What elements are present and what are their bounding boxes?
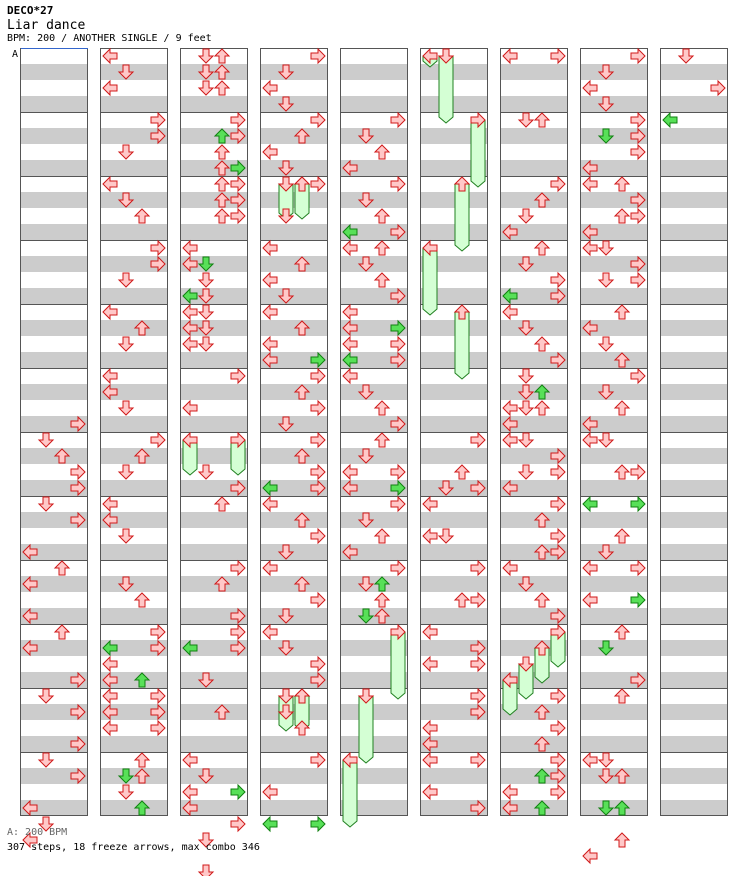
beat-stripe <box>500 160 568 176</box>
beat-stripe <box>580 64 648 80</box>
beat-stripe <box>20 192 88 208</box>
bpm-note: A: 200 BPM <box>7 827 68 838</box>
beat-stripe <box>420 608 488 624</box>
beat-stripe <box>100 320 168 336</box>
beat-stripe <box>420 512 488 528</box>
beat-stripe <box>340 576 408 592</box>
beat-stripe <box>340 512 408 528</box>
beat-stripe <box>260 640 328 656</box>
beat-stripe <box>100 768 168 784</box>
beat-stripe <box>20 256 88 272</box>
beat-stripe <box>420 384 488 400</box>
beat-stripe <box>100 352 168 368</box>
beat-stripe <box>500 192 568 208</box>
beat-stripe <box>420 576 488 592</box>
beat-stripe <box>420 544 488 560</box>
beat-stripe <box>20 352 88 368</box>
beat-stripe <box>660 736 728 752</box>
left-arrow-icon <box>583 849 597 863</box>
beat-stripe <box>100 480 168 496</box>
beat-stripe <box>260 416 328 432</box>
beat-stripe <box>500 576 568 592</box>
beat-stripe <box>100 608 168 624</box>
down-arrow-icon <box>199 865 213 876</box>
beat-stripe <box>260 160 328 176</box>
beat-stripe <box>660 512 728 528</box>
beat-stripe <box>500 128 568 144</box>
chart-info: BPM: 200 / ANOTHER SINGLE / 9 feet <box>7 33 212 44</box>
beat-stripe <box>580 480 648 496</box>
beat-stripe <box>580 736 648 752</box>
beat-stripe <box>260 384 328 400</box>
freeze-arrow-right <box>551 625 565 667</box>
beat-stripe <box>260 608 328 624</box>
song-title: Liar dance <box>7 18 86 33</box>
beat-stripe <box>180 672 248 688</box>
beat-stripe <box>660 128 728 144</box>
beat-stripe <box>660 224 728 240</box>
beat-stripe <box>260 224 328 240</box>
beat-stripe <box>180 352 248 368</box>
beat-stripe <box>180 96 248 112</box>
beat-stripe <box>100 416 168 432</box>
beat-stripe <box>180 512 248 528</box>
beat-stripe <box>340 96 408 112</box>
beat-stripe <box>660 640 728 656</box>
beat-stripe <box>340 736 408 752</box>
left-arrow-icon <box>263 817 277 831</box>
beat-stripe <box>100 64 168 80</box>
freeze-arrow-up <box>455 305 469 379</box>
beat-stripe <box>20 224 88 240</box>
beat-stripe <box>660 448 728 464</box>
beat-stripe <box>180 736 248 752</box>
beat-stripe <box>580 640 648 656</box>
beat-stripe <box>580 576 648 592</box>
beat-stripe <box>660 384 728 400</box>
beat-stripe <box>340 192 408 208</box>
beat-stripe <box>180 64 248 80</box>
beat-stripe <box>660 576 728 592</box>
beat-stripe <box>340 384 408 400</box>
beat-stripe <box>420 224 488 240</box>
right-arrow-icon <box>311 817 325 831</box>
beat-stripe <box>260 576 328 592</box>
freeze-arrow-up <box>455 177 469 251</box>
beat-stripe <box>500 384 568 400</box>
beat-stripe <box>500 256 568 272</box>
beat-stripe <box>180 416 248 432</box>
beat-stripe <box>180 576 248 592</box>
chart-stats: 307 steps, 18 freeze arrows, max combo 346 <box>7 842 260 853</box>
beat-stripe <box>260 704 328 720</box>
beat-stripe <box>500 320 568 336</box>
beat-stripe <box>580 512 648 528</box>
beat-stripe <box>260 256 328 272</box>
beat-stripe <box>260 736 328 752</box>
beat-stripe <box>180 544 248 560</box>
beat-stripe <box>580 96 648 112</box>
beat-stripe <box>660 608 728 624</box>
beat-stripe <box>420 448 488 464</box>
beat-stripe <box>20 320 88 336</box>
beat-stripe <box>420 416 488 432</box>
up-arrow-icon <box>615 833 629 847</box>
beat-stripe <box>260 512 328 528</box>
freeze-arrow-down <box>359 689 373 763</box>
beat-stripe <box>100 224 168 240</box>
chart-column-1 <box>20 48 88 816</box>
freeze-arrow-right <box>391 625 405 699</box>
beat-stripe <box>660 768 728 784</box>
beat-stripe <box>580 384 648 400</box>
beat-stripe <box>660 544 728 560</box>
beat-stripe <box>500 736 568 752</box>
beat-stripe <box>660 96 728 112</box>
beat-stripe <box>20 160 88 176</box>
freeze-arrow-down <box>439 49 453 123</box>
beat-stripe <box>260 544 328 560</box>
beat-stripe <box>660 64 728 80</box>
beat-stripe <box>580 608 648 624</box>
beat-stripe <box>420 352 488 368</box>
beat-stripe <box>660 704 728 720</box>
beat-stripe <box>100 448 168 464</box>
beat-stripe <box>660 288 728 304</box>
freeze-arrow-left <box>183 433 197 475</box>
beat-stripe <box>260 128 328 144</box>
beat-stripe <box>580 448 648 464</box>
beat-stripe <box>260 288 328 304</box>
chart-column-9 <box>660 48 728 816</box>
beat-stripe <box>260 448 328 464</box>
beat-stripe <box>500 512 568 528</box>
beat-stripe <box>180 224 248 240</box>
beat-stripe <box>20 288 88 304</box>
beat-stripe <box>660 416 728 432</box>
bpm-marker-label: A <box>12 49 19 60</box>
beat-stripe <box>260 768 328 784</box>
freeze-arrow-right <box>231 433 245 475</box>
beat-stripe <box>660 352 728 368</box>
beat-stripe <box>660 192 728 208</box>
freeze-arrow-left <box>423 241 437 315</box>
beat-stripe <box>580 288 648 304</box>
beat-stripe <box>20 96 88 112</box>
beat-stripe <box>660 672 728 688</box>
beat-stripe <box>100 96 168 112</box>
beat-stripe <box>580 768 648 784</box>
beat-stripe <box>420 192 488 208</box>
freeze-arrow-left <box>503 673 517 715</box>
beat-stripe <box>100 544 168 560</box>
beat-stripe <box>420 672 488 688</box>
beat-stripe <box>340 704 408 720</box>
beat-stripe <box>340 128 408 144</box>
beat-stripe <box>100 288 168 304</box>
beat-stripe <box>100 800 168 816</box>
beat-stripe <box>500 64 568 80</box>
beat-stripe <box>100 576 168 592</box>
beat-stripe <box>20 64 88 80</box>
beat-stripe <box>580 704 648 720</box>
beat-stripe <box>340 448 408 464</box>
beat-stripe <box>420 320 488 336</box>
beat-stripe <box>660 320 728 336</box>
beat-stripe <box>260 320 328 336</box>
beat-stripe <box>260 800 328 816</box>
beat-stripe <box>580 800 648 816</box>
beat-stripe <box>660 256 728 272</box>
artist-name: DECO*27 <box>7 4 54 17</box>
freeze-arrow-right <box>471 113 485 187</box>
beat-stripe <box>20 128 88 144</box>
beat-stripe <box>660 160 728 176</box>
beat-stripe <box>180 768 248 784</box>
beat-stripe <box>180 704 248 720</box>
beat-stripe <box>100 192 168 208</box>
beat-stripe <box>20 384 88 400</box>
beat-stripe <box>580 544 648 560</box>
beat-stripe <box>20 448 88 464</box>
beat-stripe <box>100 736 168 752</box>
beat-stripe <box>260 96 328 112</box>
beat-stripe <box>180 384 248 400</box>
beat-stripe <box>500 96 568 112</box>
beat-stripe <box>340 256 408 272</box>
beat-stripe <box>340 608 408 624</box>
beat-stripe <box>100 160 168 176</box>
chart-column-4 <box>260 48 328 816</box>
freeze-arrow-left <box>343 753 357 827</box>
beat-stripe <box>420 768 488 784</box>
freeze-arrow-up <box>535 641 549 683</box>
beat-stripe <box>660 800 728 816</box>
beat-stripe <box>340 64 408 80</box>
beat-stripe <box>580 352 648 368</box>
beat-stripe <box>260 64 328 80</box>
beat-stripe <box>420 96 488 112</box>
chart-footer <box>7 825 260 855</box>
beat-stripe <box>660 480 728 496</box>
beat-stripe <box>260 192 328 208</box>
